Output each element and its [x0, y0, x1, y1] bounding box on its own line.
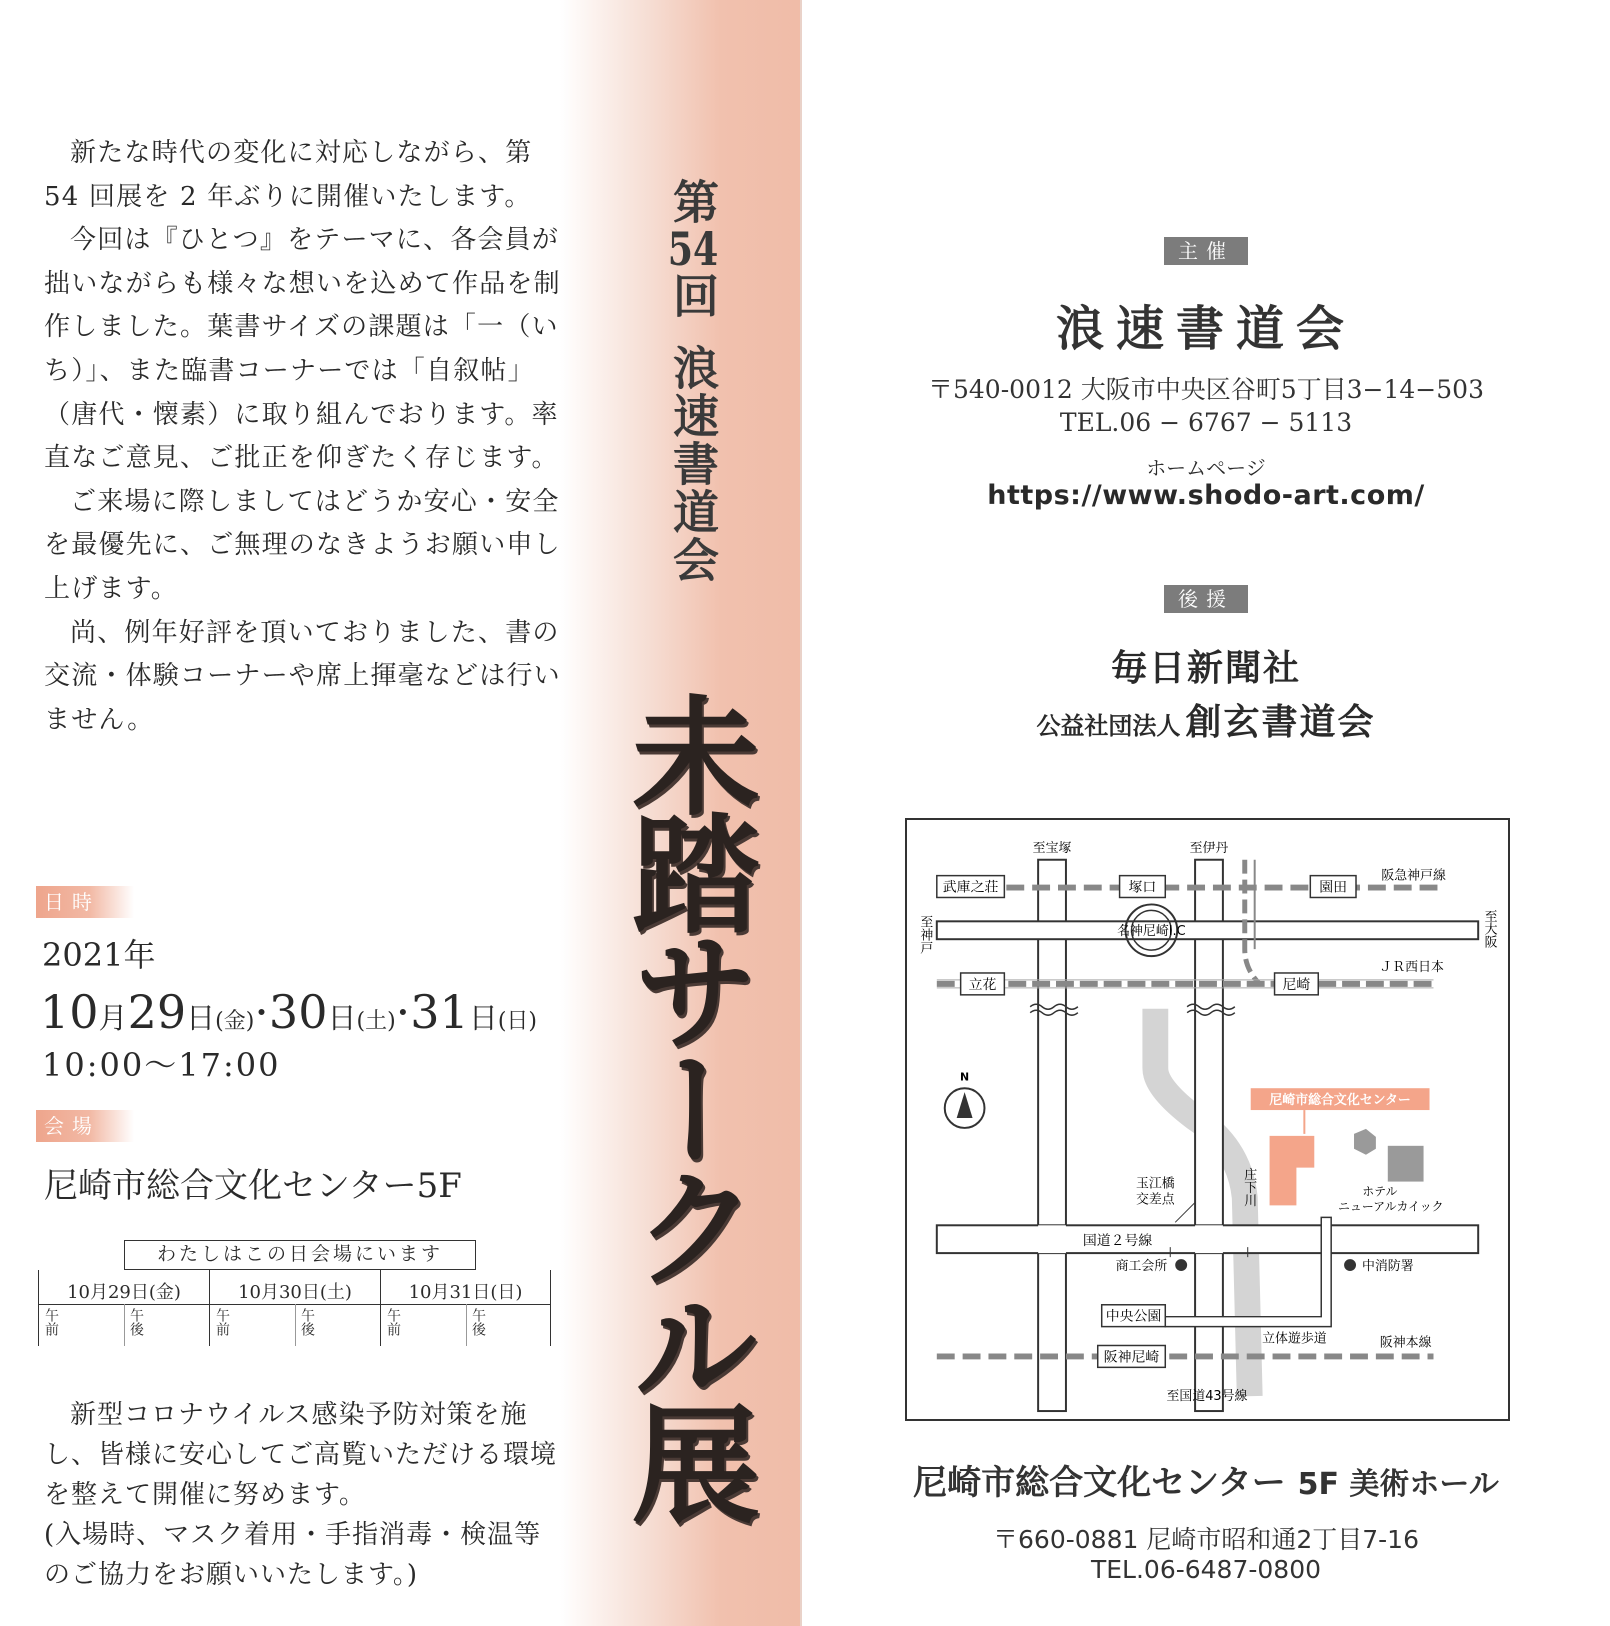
presence-day-column [209, 1270, 380, 1346]
venue-label: 会場 [36, 1110, 134, 1142]
calligraphy-exhibition-name: 未踏サークル展 [610, 690, 760, 1516]
title-org: 浪速書道会 [666, 344, 720, 584]
hotel-label-1: ホテル [1362, 1184, 1398, 1199]
station-mukonoso: 武庫之荘 [942, 879, 999, 896]
date-weekday-2: (土) [356, 1009, 396, 1034]
central-park-label: 中央公園 [1105, 1308, 1162, 1325]
chamber-label: 商工会所 [1115, 1258, 1168, 1274]
presence-day-label: 10月29日(金) [67, 1282, 181, 1303]
station-hanshin-amagasaki: 阪神尼崎 [1103, 1349, 1160, 1366]
station-tachibana: 立花 [968, 976, 997, 993]
ic-label: 名神尼崎I.C [1117, 924, 1186, 940]
station-tsukaguchi: 塚口 [1128, 879, 1157, 896]
homepage-label: ホームページ [1146, 456, 1266, 480]
chamber-marker [1175, 1259, 1187, 1271]
pedestrian-bridge-label: 立体遊歩道 [1262, 1331, 1327, 1347]
vertical-exhibition-title [660, 178, 726, 584]
road-vertical-east [1195, 860, 1223, 1411]
event-year: 2021年 [42, 936, 156, 974]
date-day-unit: 日 [186, 1001, 216, 1035]
fire-station-label: 中消防署 [1361, 1258, 1414, 1274]
hotel-label-2: ニューアルカイック [1338, 1199, 1444, 1214]
covid-notice-detail: (入場時、マスク着用・手指消毒・検温等のご協力をお願いいたします。) [44, 1520, 542, 1590]
venue-name-right: 尼崎市総合文化センター [913, 1463, 1286, 1503]
presence-pm-cell[interactable]: 午後 [128, 1308, 144, 1336]
event-time: 10:00〜17:00 [42, 1046, 281, 1084]
meishin-expressway [937, 921, 1478, 939]
presence-day-label: 10月31日(日) [408, 1282, 523, 1303]
organizer-name: 浪速書道会 [1055, 301, 1356, 357]
date-separator: · [254, 985, 269, 1039]
organizer-tel: TEL.06 − 6767 − 5113 [1059, 408, 1353, 437]
intro-paragraph: 尚、例年好評を頂いておりました、書の交流・体験コーナーや席上揮毫などは行いません。 [44, 617, 561, 735]
title-number: 54 [667, 226, 719, 272]
road-vertical-west [1038, 860, 1066, 1411]
north-label: N [960, 1070, 970, 1084]
to-route-43: 至国道43号線 [1166, 1389, 1248, 1405]
presence-pm-cell[interactable]: 午後 [470, 1308, 486, 1336]
tamae-label-1: 玉江橋 [1135, 1176, 1175, 1192]
to-itami: 至伊丹 [1189, 840, 1229, 856]
to-osaka: 至大阪 [1481, 909, 1497, 949]
venue-heading [802, 1455, 1610, 1504]
venue-name-left: 尼崎市総合文化センター5F [44, 1166, 462, 1206]
presence-am-cell[interactable]: 午前 [385, 1308, 401, 1336]
organizer-badge: 主催 [1164, 237, 1248, 265]
presence-day-column [380, 1270, 551, 1346]
presence-day-label: 10月30日(土) [238, 1282, 352, 1303]
to-kobe: 至神戸 [917, 915, 933, 955]
organizer-address: 〒540-0012 大阪市中央区谷町5丁目3−14−503 [928, 375, 1484, 404]
intro-paragraph: ご来場に際しましてはどうか安心・安全を最優先に、ご無理のなきようお願い申し上げます。 [44, 486, 561, 604]
title-kai: 回 [666, 272, 720, 320]
date-weekday-3: (日) [497, 1009, 538, 1034]
supporter-sogen-prefix: 公益社団法人 [1036, 711, 1181, 740]
presence-table [38, 1270, 552, 1346]
venue-floor: 5F 美術ホール [1297, 1467, 1499, 1502]
presence-table-title: わたしはこの日会場にいます [124, 1240, 476, 1270]
intro-text [44, 132, 564, 742]
jr-line-label: ＪＲ西日本 [1379, 959, 1444, 975]
access-map [905, 818, 1510, 1421]
date-month: 10 [40, 985, 99, 1039]
presence-pm-cell[interactable]: 午後 [299, 1308, 315, 1336]
station-amagasaki: 尼崎 [1282, 976, 1311, 993]
date-day-3: 31 [410, 985, 469, 1039]
date-day-unit: 日 [468, 1001, 498, 1035]
supporter-sogen-name: 創玄書道会 [1185, 701, 1376, 743]
presence-am-cell[interactable]: 午前 [43, 1308, 59, 1336]
support-badge-row [802, 585, 1610, 613]
venue-address: 〒660-0881 尼崎市昭和通2丁目7-16 [993, 1525, 1419, 1554]
intersection [1195, 1225, 1223, 1253]
date-weekday-1: (金) [215, 1009, 255, 1034]
venue-tel: TEL.06-6487-0800 [1090, 1555, 1322, 1584]
datetime-label: 日時 [36, 886, 134, 918]
to-takarazuka: 至宝塚 [1032, 840, 1072, 856]
presence-am-cell[interactable]: 午前 [214, 1308, 230, 1336]
support-badge: 後援 [1164, 585, 1248, 613]
date-day-2: 30 [268, 985, 328, 1039]
supporter-mainichi: 毎日新聞社 [1110, 647, 1301, 689]
hanshin-line-label: 阪神本線 [1379, 1335, 1432, 1351]
route-2-label: 国道２号線 [1082, 1233, 1153, 1250]
supporter-sogen [802, 694, 1610, 745]
date-day-unit: 日 [327, 1001, 357, 1035]
station-sonoda: 園田 [1319, 879, 1348, 896]
homepage-link[interactable]: https://www.shodo-art.com/ [987, 480, 1425, 511]
tamae-label-2: 交差点 [1135, 1192, 1175, 1208]
intersection [1038, 1225, 1066, 1253]
intro-paragraph: 新たな時代の変化に対応しながら、第 54 回展を 2 年ぶりに開催いたします。 [44, 138, 533, 212]
river-label: 庄下川 [1241, 1167, 1257, 1207]
covid-notice-main: 新型コロナウイルス感染予防対策を施し、皆様に安心してご高覧いただける環境を整えて開催に努めます。 [44, 1400, 558, 1510]
date-separator: · [395, 985, 411, 1039]
intro-paragraph: 今回は『ひとつ』をテーマに、各会員が拙いながらも様々な想いを込めて作品を制作しました。葉書サイズの課題は「一（いち）」、また臨書コーナーでは「自叙帖」（唐代・懐素）に取り組んでおります。率直なご意見、ご批正を仰ぎたく存じます。 [44, 225, 561, 474]
organizer-badge-row [802, 237, 1610, 265]
hankyu-line-label: 阪急神戸線 [1381, 868, 1446, 884]
map-venue-callout: 尼崎市総合文化センター [1269, 1093, 1411, 1109]
date-day-1: 29 [127, 985, 187, 1039]
fire-station-marker [1344, 1259, 1356, 1271]
covid-notice [44, 1395, 564, 1595]
event-dates [40, 985, 537, 1039]
date-month-unit: 月 [98, 1001, 128, 1035]
hotel-building [1388, 1146, 1424, 1182]
presence-day-column [38, 1270, 209, 1346]
title-dai: 第 [666, 178, 720, 226]
